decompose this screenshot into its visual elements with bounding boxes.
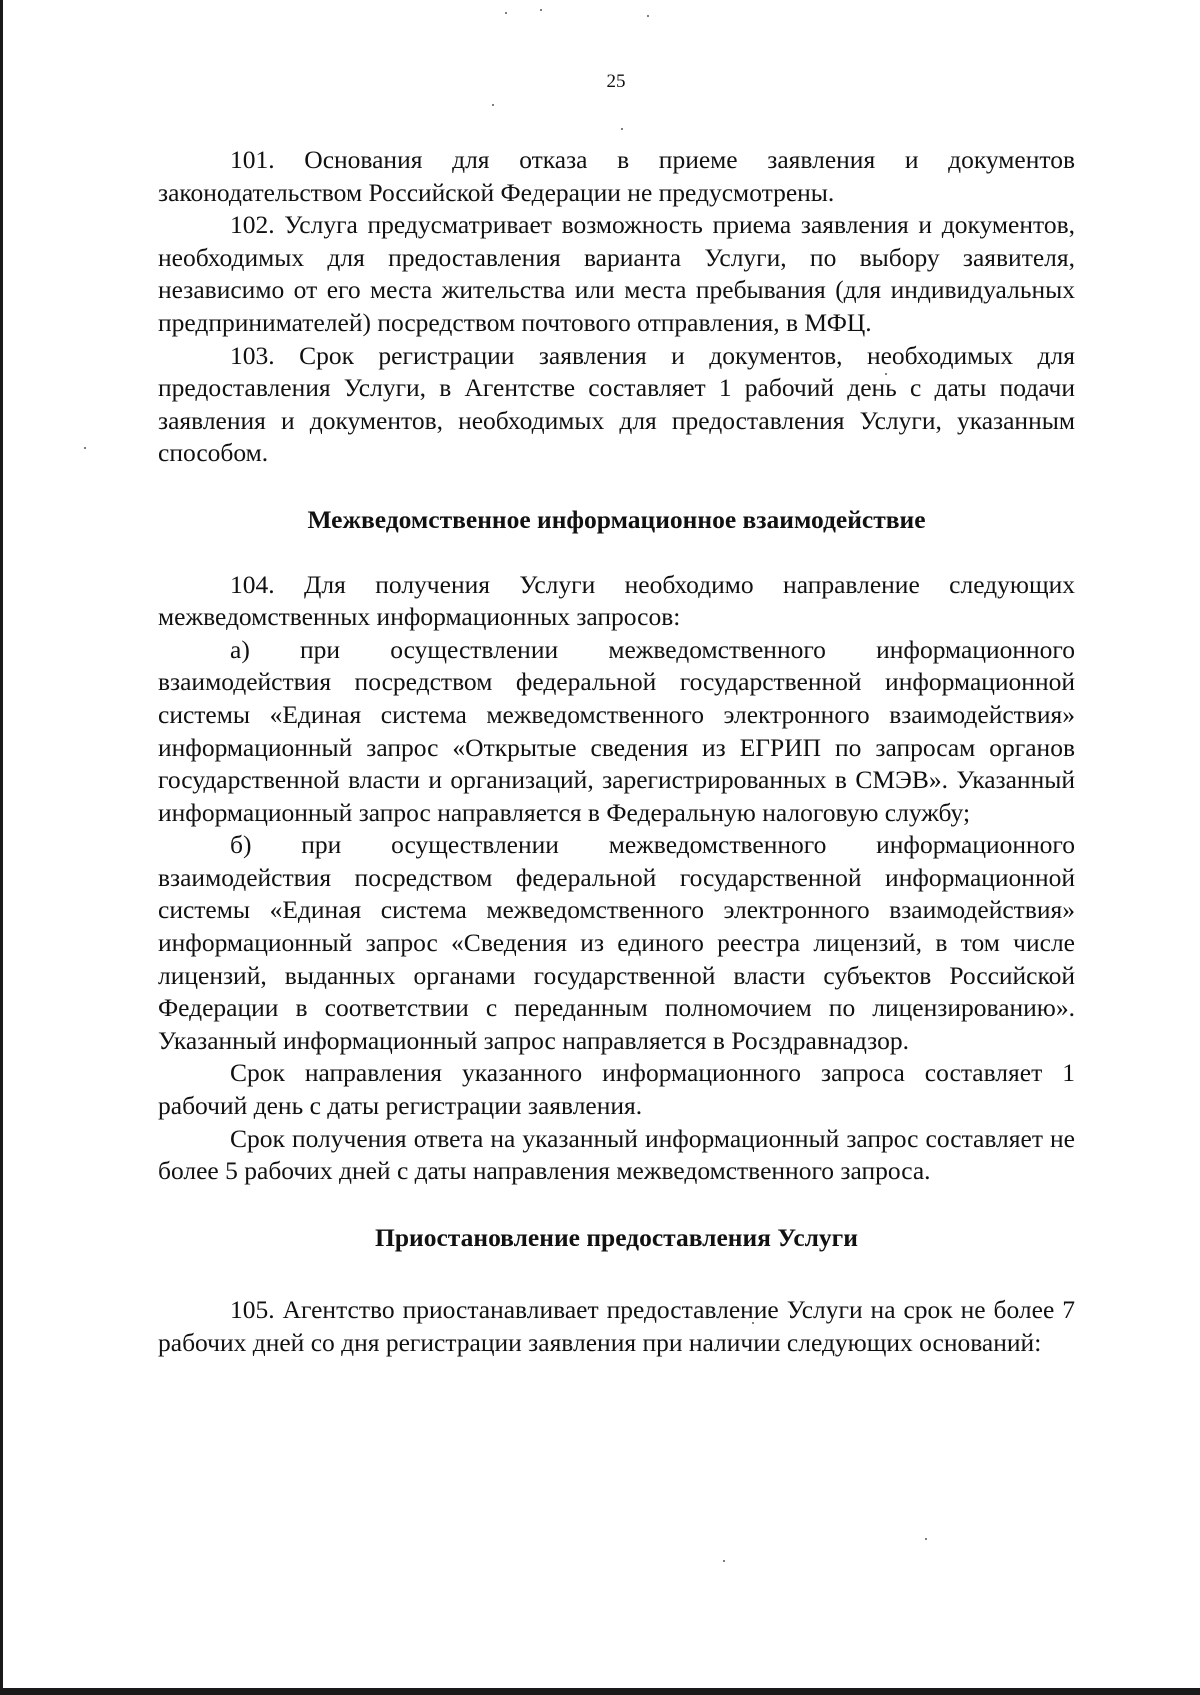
paragraph-request-deadline: Срок направления указанного информационного запроса составляет 1 рабочий день с даты регистрации заявления. xyxy=(158,1058,1075,1121)
scan-speck xyxy=(505,12,507,14)
scan-speck xyxy=(723,1560,725,1562)
scan-speck xyxy=(492,104,494,106)
paragraph-105: 105. Агентство приостанавливает предоставление Услуги на срок не более 7 рабочих дней со дня регистрации заявления при наличии следующих оснований: xyxy=(158,1295,1075,1357)
scan-edge-bottom xyxy=(0,1688,1200,1695)
paragraph-102: 102. Услуга предусматривает возможность приема заявления и документов, необходимых для предоставления варианта Услуги, по выбору заявителя, независимо от его места жительства или места пребывания (для индивидуальных предпринимателей) посредством почтового отправления, в МФЦ. xyxy=(158,210,1075,337)
scan-edge-left xyxy=(0,0,3,1695)
paragraph-104: 104. Для получения Услуги необходимо направление следующих межведомственных информационных запросов: xyxy=(158,569,1075,632)
document-body xyxy=(158,144,1075,1360)
paragraph-104-b: б) при осуществлении межведомственного информационного взаимодействия посредством федеральной государственной информационной системы «Единая система межведомственного электронного взаимодействия» информационный запрос «Сведения из единого реестра лицензий, в том числе лицензий, выданных органами государственной власти субъектов Российской Федерации в соответствии с переданным полномочием по лицензированию». Указанный информационный запрос направляется в Росздравнадзор. xyxy=(158,830,1075,1055)
scan-speck xyxy=(647,15,649,17)
scan-speck xyxy=(540,9,542,11)
page-number: 25 xyxy=(606,71,626,92)
paragraph-101: 101. Основания для отказа в приеме заявления и документов законодательством Российской Федерации не предусмотрены. xyxy=(158,145,1075,207)
paragraph-103: 103. Срок регистрации заявления и документов, необходимых для предоставления Услуги, в Агентстве составляет 1 рабочий день с даты подачи заявления и документов, необходимых для предоставления Услуги, указанным способом. xyxy=(158,340,1075,468)
section-heading-interagency: Межведомственное информационное взаимодействие xyxy=(307,504,926,534)
paragraph-response-deadline: Срок получения ответа на указанный информационный запрос составляет не более 5 рабочих дней с даты направления межведомственного запроса. xyxy=(158,1123,1075,1186)
scan-speck xyxy=(84,447,86,449)
section-heading-suspension: Приостановление предоставления Услуги xyxy=(375,1222,858,1252)
paragraph-104-a: а) при осуществлении межведомственного информационного взаимодействия посредством федеральной государственной информационной системы «Единая система межведомственного электронного взаимодействия» информационный запрос «Открытые сведения из ЕГРИП по запросам органов государственной власти и организаций, зарегистрированных в СМЭВ». Указанный информационный запрос направляется в Федеральную налоговую службу; xyxy=(158,634,1075,827)
scan-speck xyxy=(621,128,623,130)
scan-speck xyxy=(925,1538,927,1540)
